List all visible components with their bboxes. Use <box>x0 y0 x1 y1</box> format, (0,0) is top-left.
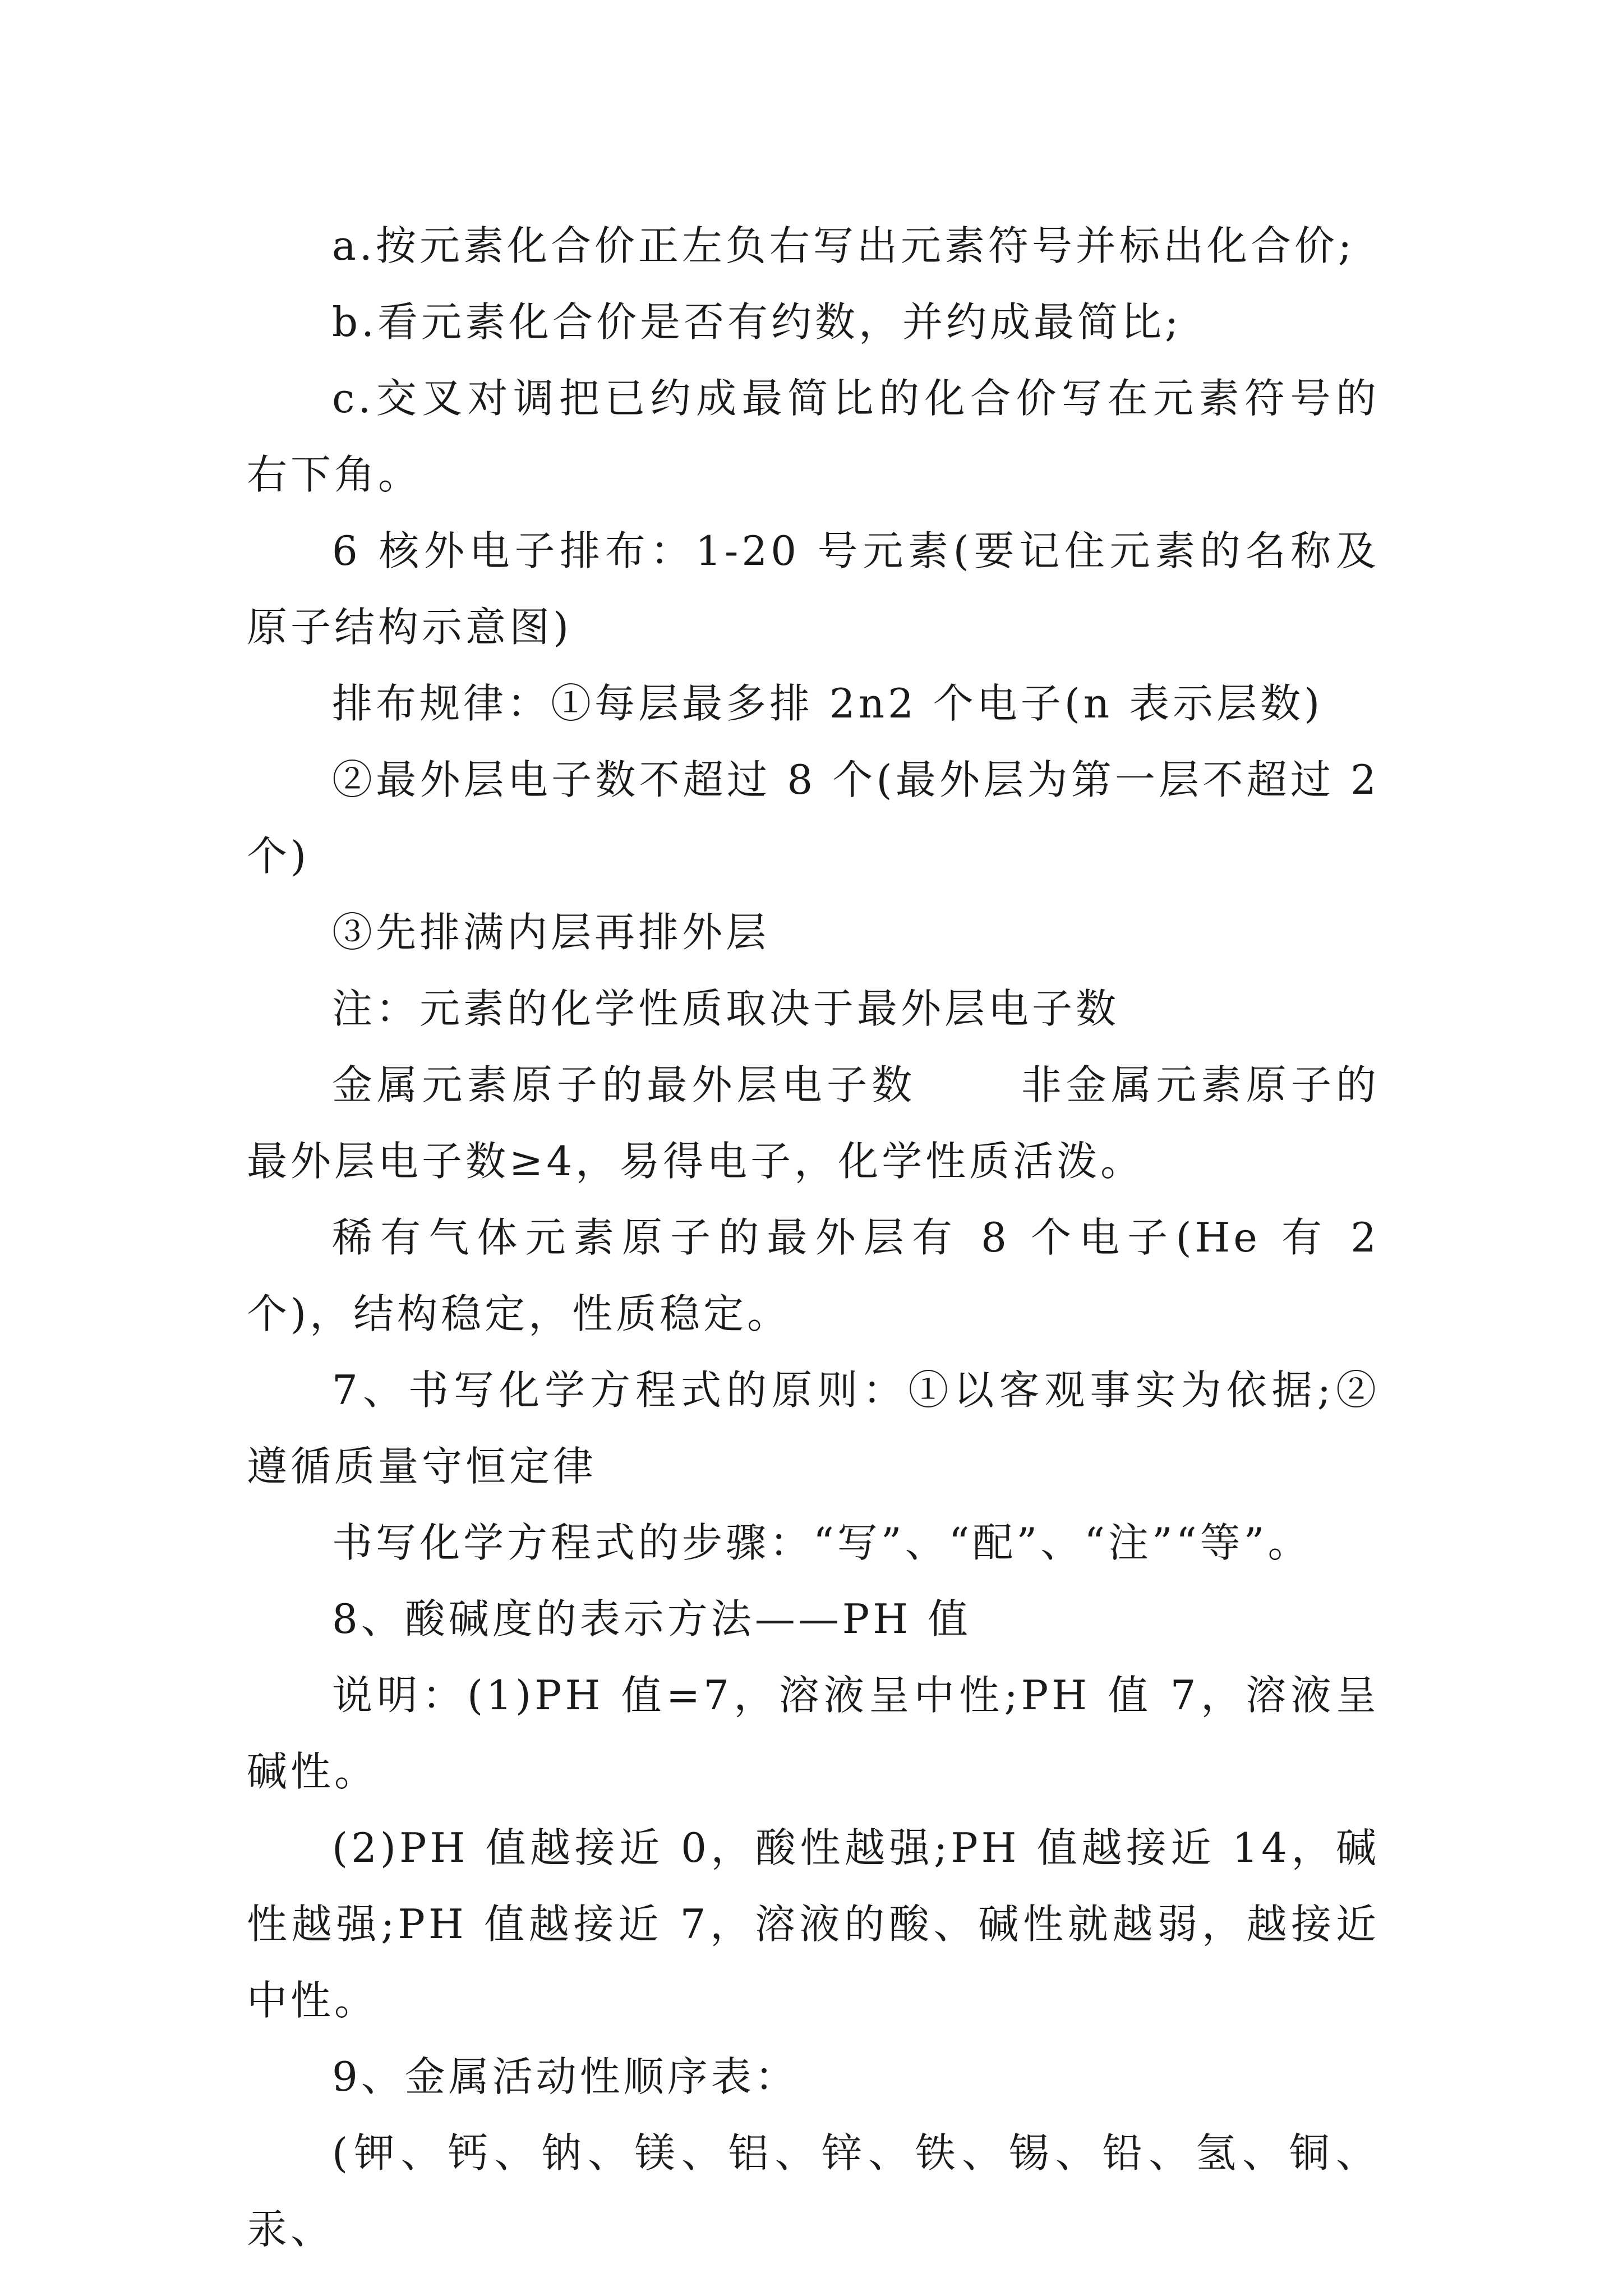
paragraph-activity-series: (钾、钙、钠、镁、铝、锌、铁、锡、铅、氢、铜、汞、 <box>247 2129 1380 2253</box>
paragraph-valence-step-b: b.看元素化合价是否有约数，并约成最简比; <box>332 298 1182 346</box>
paragraph-arrangement-rule-3: ③先排满内层再排外层 <box>332 909 770 956</box>
paragraph-ph-note-1: 说明：(1)PH 值=7，溶液呈中性;PH 值 7，溶液呈碱性。 <box>247 1672 1380 1795</box>
paragraph-noble-gas: 稀有气体元素原子的最外层有 8 个电子(He 有 2 个)，结构稳定，性质稳定。 <box>247 1214 1396 1337</box>
paragraph-ph-note-2: (2)PH 值越接近 0，酸性越强;PH 值越接近 14，碱性越强;PH 值越接近 7，溶液的酸、碱性就越弱，越接近中性。 <box>247 1824 1380 2024</box>
document-body <box>247 208 1396 2267</box>
paragraph-ph-heading: 8、酸碱度的表示方法——PH 值 <box>332 1595 971 1642</box>
paragraph-activity-series-heading: 9、金属活动性顺序表： <box>332 2053 799 2100</box>
paragraph-equation-steps: 书写化学方程式的步骤：“写”、“配”、“注”“等”。 <box>332 1519 1312 1566</box>
paragraph-arrangement-rule-2: ②最外层电子数不超过 8 个(最外层为第一层不超过 2 个) <box>247 756 1396 880</box>
paragraph-note: 注：元素的化学性质取决于最外层电子数 <box>332 985 1120 1032</box>
paragraph-arrangement-rule-1: 排布规律：①每层最多排 2n2 个电子(n 表示层数) <box>332 680 1324 727</box>
paragraph-electron-configuration: 6 核外电子排布：1-20 号元素(要记住元素的名称及原子结构示意图) <box>247 527 1380 651</box>
paragraph-metal-nonmetal: 金属元素原子的最外层电子数 非金属元素原子的最外层电子数≥4，易得电子，化学性质活泼。 <box>247 1061 1380 1185</box>
paragraph-valence-step-a: a.按元素化合价正左负右写出元素符号并标出化合价; <box>332 222 1355 269</box>
paragraph-equation-principles: 7、书写化学方程式的原则：①以客观事实为依据;②遵循质量守恒定律 <box>247 1366 1380 1490</box>
paragraph-valence-step-c: c.交叉对调把已约成最简比的化合价写在元素符号的右下角。 <box>247 375 1380 498</box>
